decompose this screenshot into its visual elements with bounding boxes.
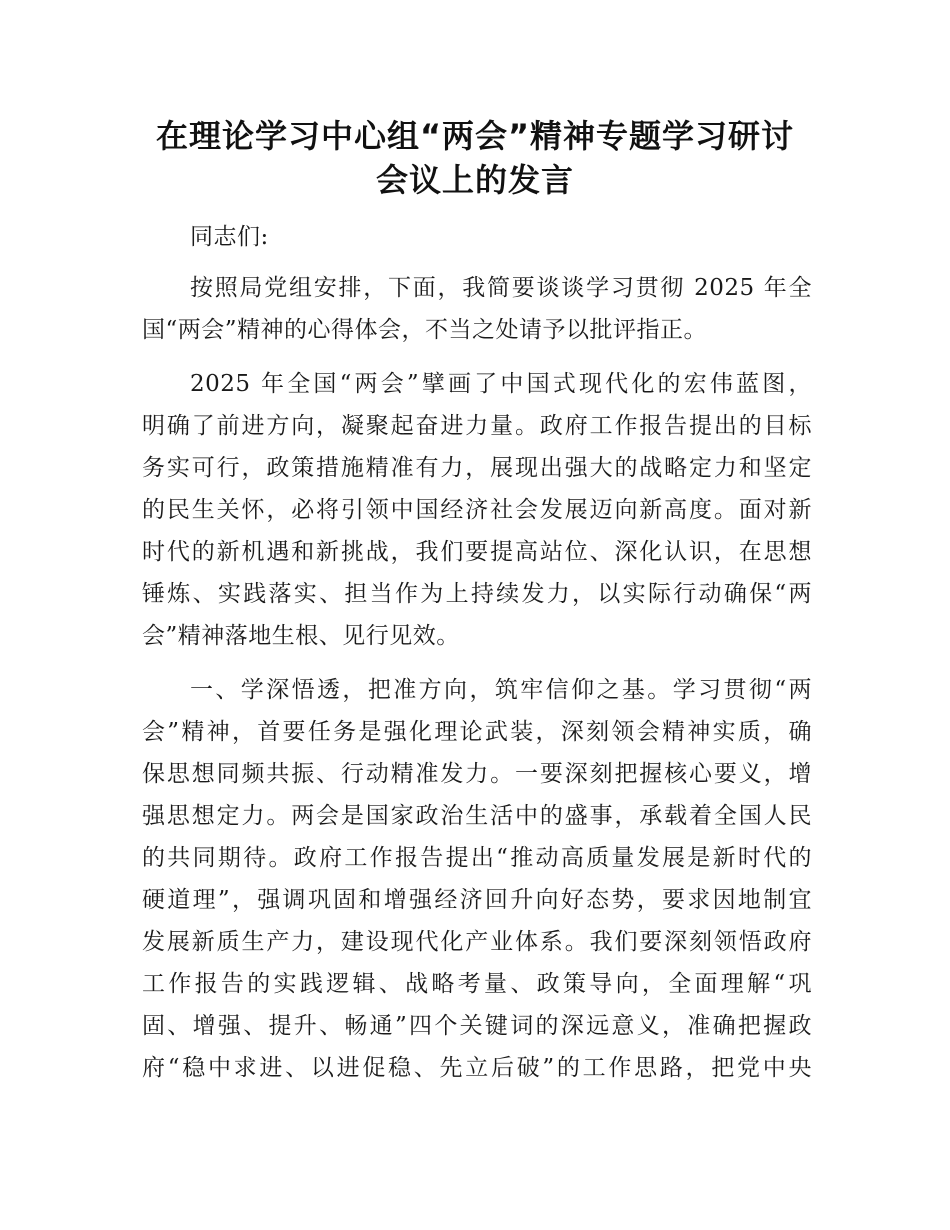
paragraph-line: 明确了前进方向，凝聚起奋进力量。政府工作报告提出的目标 (142, 413, 812, 439)
paragraph-line: 的共同期待。政府工作报告提出“推动高质量发展是新时代的 (142, 845, 812, 871)
paragraph-line: 保思想同频共振、行动精准发力。一要深刻把握核心要义，增 (142, 761, 812, 787)
paragraph-line: 务实可行，政策措施精准有力，展现出强大的战略定力和坚定 (142, 455, 812, 481)
paragraph-line: 锤炼、实践落实、担当作为上持续发力，以实际行动确保“两 (142, 581, 812, 607)
paragraph-line: 2025 年全国“两会”擘画了中国式现代化的宏伟蓝图， (190, 371, 812, 397)
paragraph-line: 会”精神落地生根、见行见效。 (142, 623, 460, 649)
paragraph-line: 时代的新机遇和新挑战，我们要提高站位、深化认识，在思想 (142, 539, 812, 565)
paragraph-line: 固、增强、提升、畅通”四个关键词的深远意义，准确把握政 (142, 1013, 812, 1039)
paragraph-line: 按照局党组安排，下面，我简要谈谈学习贯彻 2025 年全 (190, 275, 812, 301)
document-title-line-1: 在理论学习中心组“两会”精神专题学习研讨 (155, 117, 795, 155)
salutation: 同志们: (190, 224, 269, 250)
paragraph-line: 府“稳中求进、以进促稳、先立后破”的工作思路，把党中央 (142, 1055, 812, 1081)
paragraph-line: 硬道理”，强调巩固和增强经济回升向好态势，要求因地制宜 (142, 887, 812, 913)
paragraph-line: 的民生关怀，必将引领中国经济社会发展迈向新高度。面对新 (142, 497, 812, 523)
paragraph-line: 发展新质生产力，建设现代化产业体系。我们要深刻领悟政府 (142, 929, 812, 955)
paragraph-line: 国“两会”精神的心得体会，不当之处请予以批评指正。 (142, 317, 708, 343)
paragraph-line: 工作报告的实践逻辑、战略考量、政策导向，全面理解“巩 (142, 971, 812, 997)
paragraph-line: 一、学深悟透，把准方向，筑牢信仰之基。学习贯彻“两 (190, 677, 812, 703)
paragraph-line: 强思想定力。两会是国家政治生活中的盛事，承载着全国人民 (142, 803, 812, 829)
document-title-line-2: 会议上的发言 (375, 161, 574, 199)
paragraph-line: 会”精神，首要任务是强化理论武装，深刻领会精神实质，确 (142, 719, 812, 745)
